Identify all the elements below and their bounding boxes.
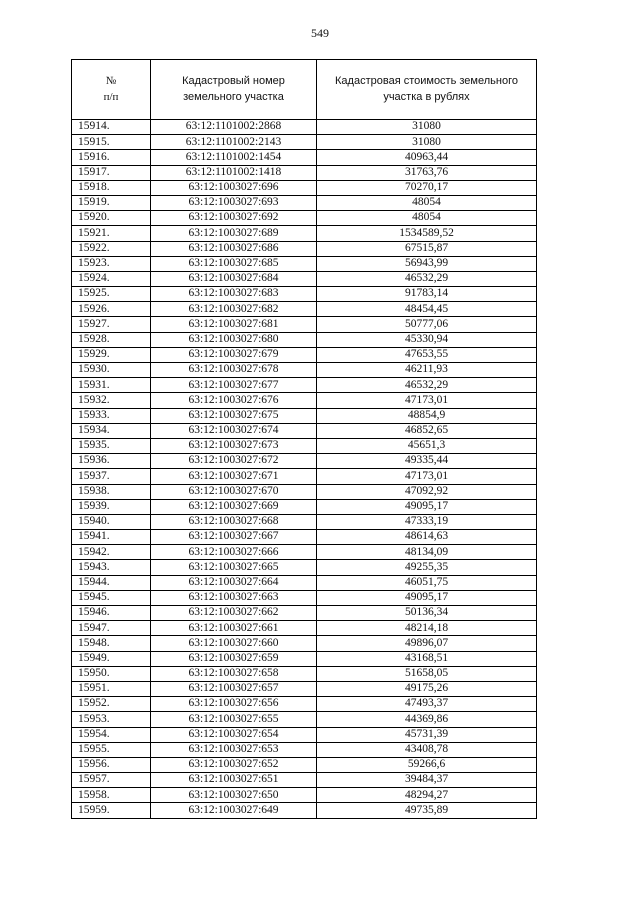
cadastral-number-cell: 63:12:1003027:658 — [151, 666, 317, 681]
row-number-cell: 15941. — [72, 530, 151, 545]
table-header — [72, 60, 537, 120]
row-number-cell: 15944. — [72, 575, 151, 590]
cadastral-value-cell: 50136,34 — [317, 606, 537, 621]
table-row — [72, 530, 537, 545]
cadastral-value-cell: 49095,17 — [317, 499, 537, 514]
cadastral-number-cell: 63:12:1003027:682 — [151, 302, 317, 317]
cadastral-number-cell: 63:12:1003027:666 — [151, 545, 317, 560]
cadastral-number-cell: 63:12:1003027:659 — [151, 651, 317, 666]
cadastral-value-cell: 56943,99 — [317, 256, 537, 271]
table-row — [72, 681, 537, 696]
row-number-cell: 15936. — [72, 454, 151, 469]
row-number-cell: 15958. — [72, 788, 151, 803]
cadastral-value-cell: 48214,18 — [317, 621, 537, 636]
cadastral-value-cell: 46051,75 — [317, 575, 537, 590]
cadastral-value-cell: 49255,35 — [317, 560, 537, 575]
header-number — [72, 60, 151, 120]
row-number-cell: 15931. — [72, 378, 151, 393]
table-row — [72, 606, 537, 621]
table-row — [72, 165, 537, 180]
cadastral-value-cell: 47333,19 — [317, 514, 537, 529]
table-row — [72, 241, 537, 256]
cadastral-value-cell: 49896,07 — [317, 636, 537, 651]
table-row — [72, 287, 537, 302]
cadastral-value-cell: 47653,55 — [317, 347, 537, 362]
row-number-cell: 15945. — [72, 590, 151, 605]
table-row — [72, 651, 537, 666]
cadastral-value-cell: 48614,63 — [317, 530, 537, 545]
cadastral-number-cell: 63:12:1003027:660 — [151, 636, 317, 651]
row-number-cell: 15947. — [72, 621, 151, 636]
row-number-cell: 15940. — [72, 514, 151, 529]
cadastral-number-cell: 63:12:1101002:2143 — [151, 135, 317, 150]
row-number-cell: 15921. — [72, 226, 151, 241]
row-number-cell: 15925. — [72, 287, 151, 302]
table-row — [72, 378, 537, 393]
cadastral-number-cell: 63:12:1003027:653 — [151, 742, 317, 757]
cadastral-value-cell: 46532,29 — [317, 378, 537, 393]
cadastral-value-cell: 48054 — [317, 195, 537, 210]
table-row — [72, 302, 537, 317]
table-row — [72, 666, 537, 681]
header-number-symbol: № — [105, 74, 117, 87]
row-number-cell: 15948. — [72, 636, 151, 651]
cadastral-value-cell: 59266,6 — [317, 757, 537, 772]
table-row — [72, 514, 537, 529]
cadastral-number-cell: 63:12:1003027:672 — [151, 454, 317, 469]
row-number-cell: 15946. — [72, 606, 151, 621]
cadastral-number-cell: 63:12:1003027:668 — [151, 514, 317, 529]
cadastral-number-cell: 63:12:1003027:656 — [151, 697, 317, 712]
cadastral-value-cell: 70270,17 — [317, 180, 537, 195]
cadastral-value-cell: 48054 — [317, 211, 537, 226]
cadastral-number-cell: 63:12:1003027:679 — [151, 347, 317, 362]
table-row — [72, 575, 537, 590]
cadastral-number-cell: 63:12:1003027:670 — [151, 484, 317, 499]
table-row — [72, 120, 537, 135]
cadastral-value-cell: 1534589,52 — [317, 226, 537, 241]
cadastral-number-cell: 63:12:1003027:661 — [151, 621, 317, 636]
table-row — [72, 727, 537, 742]
cadastral-value-cell: 48294,27 — [317, 788, 537, 803]
row-number-cell: 15926. — [72, 302, 151, 317]
cadastral-value-table — [71, 59, 537, 819]
cadastral-value-cell: 49335,44 — [317, 454, 537, 469]
table-row — [72, 773, 537, 788]
table-row — [72, 408, 537, 423]
cadastral-value-cell: 47092,92 — [317, 484, 537, 499]
table-row — [72, 347, 537, 362]
row-number-cell: 15952. — [72, 697, 151, 712]
table-row — [72, 697, 537, 712]
row-number-cell: 15934. — [72, 423, 151, 438]
table-row — [72, 560, 537, 575]
cadastral-number-cell: 63:12:1003027:674 — [151, 423, 317, 438]
cadastral-value-cell: 43408,78 — [317, 742, 537, 757]
row-number-cell: 15923. — [72, 256, 151, 271]
cadastral-number-cell: 63:12:1003027:696 — [151, 180, 317, 195]
cadastral-value-cell: 46852,65 — [317, 423, 537, 438]
cadastral-number-cell: 63:12:1003027:692 — [151, 211, 317, 226]
row-number-cell: 15949. — [72, 651, 151, 666]
cadastral-value-cell: 91783,14 — [317, 287, 537, 302]
cadastral-value-cell: 49095,17 — [317, 590, 537, 605]
cadastral-value-cell: 31763,76 — [317, 165, 537, 180]
page-number: 549 — [311, 26, 329, 40]
table-row — [72, 757, 537, 772]
table-row — [72, 256, 537, 271]
cadastral-number-cell: 63:12:1003027:689 — [151, 226, 317, 241]
cadastral-value-cell: 50777,06 — [317, 317, 537, 332]
cadastral-number-cell: 63:12:1003027:663 — [151, 590, 317, 605]
row-number-cell: 15915. — [72, 135, 151, 150]
cadastral-value-cell: 67515,87 — [317, 241, 537, 256]
table-row — [72, 150, 537, 165]
header-row — [72, 60, 537, 120]
cadastral-number-cell: 63:12:1003027:667 — [151, 530, 317, 545]
cadastral-number-cell: 63:12:1003027:669 — [151, 499, 317, 514]
row-number-cell: 15930. — [72, 363, 151, 378]
cadastral-number-cell: 63:12:1003027:686 — [151, 241, 317, 256]
cadastral-number-cell: 63:12:1003027:671 — [151, 469, 317, 484]
header-value-line2: участка в рублях — [383, 90, 470, 103]
row-number-cell: 15918. — [72, 180, 151, 195]
cadastral-value-cell: 48854,9 — [317, 408, 537, 423]
row-number-cell: 15933. — [72, 408, 151, 423]
cadastral-number-cell: 63:12:1003027:655 — [151, 712, 317, 727]
table-row — [72, 363, 537, 378]
cadastral-value-cell: 49735,89 — [317, 803, 537, 818]
row-number-cell: 15937. — [72, 469, 151, 484]
cadastral-number-cell: 63:12:1003027:684 — [151, 271, 317, 286]
table-row — [72, 712, 537, 727]
cadastral-number-cell: 63:12:1003027:665 — [151, 560, 317, 575]
table-row — [72, 788, 537, 803]
cadastral-number-cell: 63:12:1003027:649 — [151, 803, 317, 818]
cadastral-number-cell: 63:12:1101002:1418 — [151, 165, 317, 180]
table-row — [72, 393, 537, 408]
row-number-cell: 15914. — [72, 120, 151, 135]
row-number-cell: 15959. — [72, 803, 151, 818]
table-row — [72, 469, 537, 484]
header-value-line1: Кадастровая стоимость земельного — [335, 74, 518, 87]
row-number-cell: 15935. — [72, 438, 151, 453]
cadastral-value-cell: 49175,26 — [317, 681, 537, 696]
table-row — [72, 484, 537, 499]
table-row — [72, 438, 537, 453]
cadastral-number-cell: 63:12:1101002:1454 — [151, 150, 317, 165]
table-row — [72, 332, 537, 347]
table-row — [72, 180, 537, 195]
row-number-cell: 15927. — [72, 317, 151, 332]
row-number-cell: 15917. — [72, 165, 151, 180]
row-number-cell: 15951. — [72, 681, 151, 696]
table-row — [72, 423, 537, 438]
row-number-cell: 15956. — [72, 757, 151, 772]
cadastral-number-cell: 63:12:1003027:664 — [151, 575, 317, 590]
row-number-cell: 15954. — [72, 727, 151, 742]
cadastral-value-cell: 31080 — [317, 120, 537, 135]
row-number-cell: 15924. — [72, 271, 151, 286]
cadastral-value-cell: 48134,09 — [317, 545, 537, 560]
table-row — [72, 135, 537, 150]
row-number-cell: 15943. — [72, 560, 151, 575]
cadastral-value-cell: 45731,39 — [317, 727, 537, 742]
cadastral-value-cell: 47493,37 — [317, 697, 537, 712]
row-number-cell: 15919. — [72, 195, 151, 210]
table-body — [72, 120, 537, 819]
cadastral-value-cell: 39484,37 — [317, 773, 537, 788]
table-row — [72, 454, 537, 469]
cadastral-number-cell: 63:12:1003027:675 — [151, 408, 317, 423]
table-row — [72, 742, 537, 757]
cadastral-value-cell: 43168,51 — [317, 651, 537, 666]
table-row — [72, 226, 537, 241]
table-row — [72, 590, 537, 605]
cadastral-number-cell: 63:12:1003027:673 — [151, 438, 317, 453]
row-number-cell: 15929. — [72, 347, 151, 362]
row-number-cell: 15916. — [72, 150, 151, 165]
cadastral-number-cell: 63:12:1003027:676 — [151, 393, 317, 408]
row-number-cell: 15939. — [72, 499, 151, 514]
row-number-cell: 15955. — [72, 742, 151, 757]
cadastral-value-cell: 45651,3 — [317, 438, 537, 453]
row-number-cell: 15932. — [72, 393, 151, 408]
cadastral-number-cell: 63:12:1003027:678 — [151, 363, 317, 378]
row-number-cell: 15957. — [72, 773, 151, 788]
header-cadastral-line1: Кадастровый номер — [182, 74, 285, 87]
row-number-cell: 15928. — [72, 332, 151, 347]
cadastral-number-cell: 63:12:1003027:662 — [151, 606, 317, 621]
row-number-cell: 15953. — [72, 712, 151, 727]
row-number-cell: 15942. — [72, 545, 151, 560]
cadastral-number-cell: 63:12:1003027:651 — [151, 773, 317, 788]
cadastral-value-cell: 46211,93 — [317, 363, 537, 378]
table-row — [72, 545, 537, 560]
cadastral-value-cell: 44369,86 — [317, 712, 537, 727]
cadastral-number-cell: 63:12:1101002:2868 — [151, 120, 317, 135]
cadastral-value-cell: 31080 — [317, 135, 537, 150]
table-row — [72, 271, 537, 286]
cadastral-number-cell: 63:12:1003027:654 — [151, 727, 317, 742]
cadastral-value-cell: 46532,29 — [317, 271, 537, 286]
table-row — [72, 211, 537, 226]
cadastral-number-cell: 63:12:1003027:680 — [151, 332, 317, 347]
table-row — [72, 499, 537, 514]
header-cadastral-value — [317, 60, 537, 120]
cadastral-value-cell: 45330,94 — [317, 332, 537, 347]
table-row — [72, 803, 537, 818]
cadastral-value-cell: 51658,05 — [317, 666, 537, 681]
row-number-cell: 15938. — [72, 484, 151, 499]
cadastral-value-cell: 40963,44 — [317, 150, 537, 165]
row-number-cell: 15922. — [72, 241, 151, 256]
cadastral-number-cell: 63:12:1003027:652 — [151, 757, 317, 772]
cadastral-number-cell: 63:12:1003027:650 — [151, 788, 317, 803]
table-row — [72, 636, 537, 651]
header-cadastral-line2: земельного участка — [183, 90, 284, 103]
row-number-cell: 15950. — [72, 666, 151, 681]
cadastral-number-cell: 63:12:1003027:657 — [151, 681, 317, 696]
cadastral-value-cell: 47173,01 — [317, 469, 537, 484]
header-number-abbr: п/п — [103, 90, 119, 103]
cadastral-number-cell: 63:12:1003027:685 — [151, 256, 317, 271]
cadastral-value-cell: 47173,01 — [317, 393, 537, 408]
cadastral-number-cell: 63:12:1003027:683 — [151, 287, 317, 302]
table-row — [72, 317, 537, 332]
table-row — [72, 195, 537, 210]
cadastral-number-cell: 63:12:1003027:693 — [151, 195, 317, 210]
header-cadastral-number — [151, 60, 317, 120]
table-row — [72, 621, 537, 636]
row-number-cell: 15920. — [72, 211, 151, 226]
cadastral-value-cell: 48454,45 — [317, 302, 537, 317]
cadastral-number-cell: 63:12:1003027:681 — [151, 317, 317, 332]
cadastral-number-cell: 63:12:1003027:677 — [151, 378, 317, 393]
